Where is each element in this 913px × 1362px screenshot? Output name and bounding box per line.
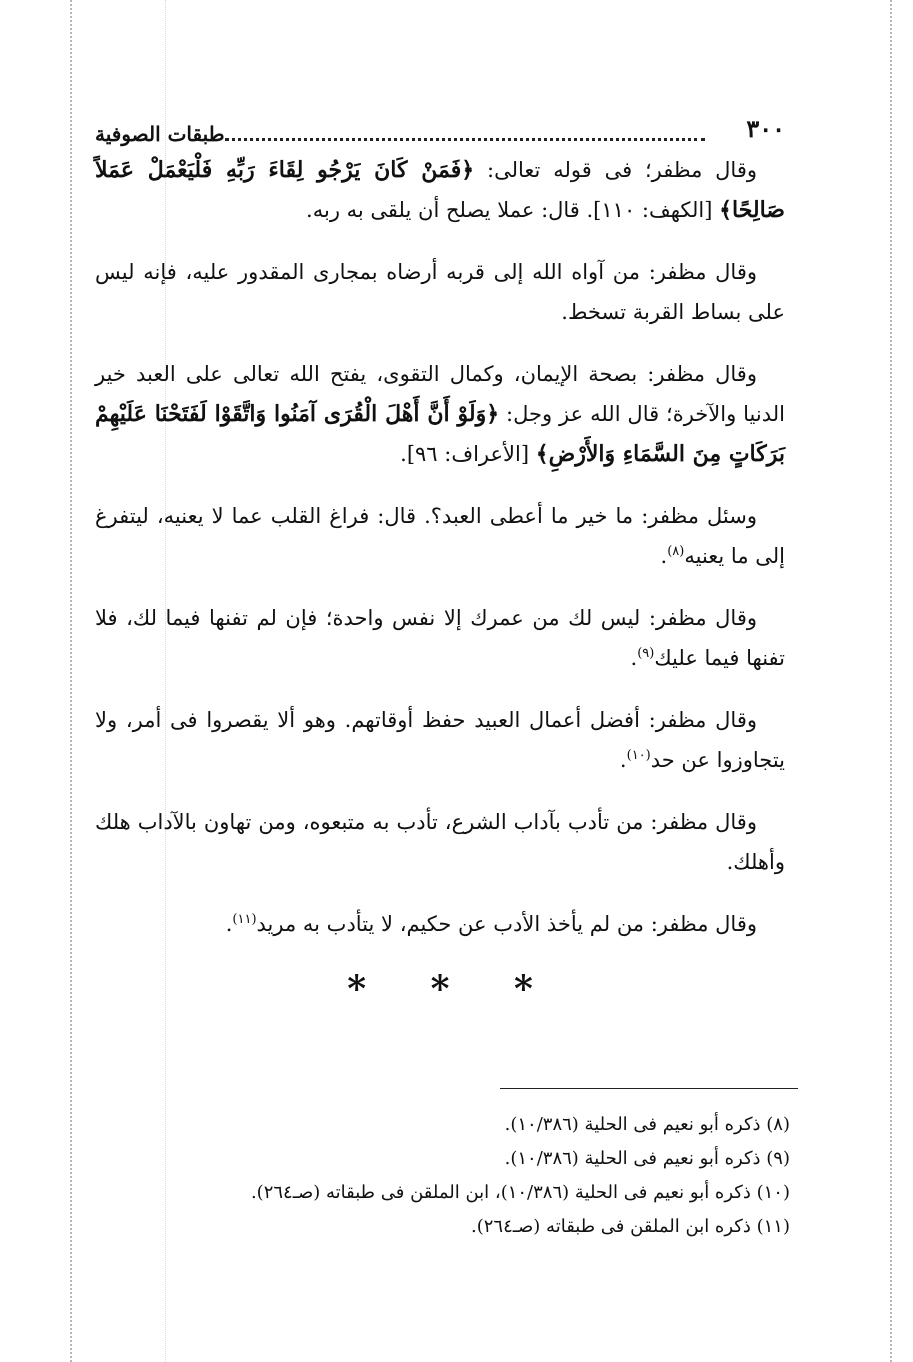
scan-edge-mark-right (890, 0, 892, 1362)
footnote-marker[interactable]: (١١) (232, 912, 257, 927)
footnote-item: (١١) ذكره ابن الملقن فى طبقاته (صـ٢٦٤). (470, 1216, 790, 1237)
paragraph (95, 700, 785, 780)
paragraph (95, 904, 785, 944)
footnote-item: (١٠) ذكره أبو نعيم فى الحلية (١٠/٣٨٦)، ابن الملقن فى طبقاته (صـ٢٦٤). (250, 1182, 790, 1203)
footnote-rule (500, 1088, 798, 1089)
paragraph (95, 150, 785, 230)
footnote-marker[interactable]: (٨) (667, 544, 685, 559)
footnote-item: (٨) ذكره أبو نعيم فى الحلية (١٠/٣٨٦). (504, 1114, 790, 1135)
text-run: . (225, 912, 233, 936)
text-run: [الأعراف: ٩٦]. (400, 442, 536, 466)
section-separator: * * * (347, 968, 559, 1010)
paragraph (95, 496, 785, 576)
text-run: . (660, 544, 668, 568)
page-number: ٣٠٠ (746, 114, 785, 143)
quran-verse: ﴿وَلَوْ أَنَّ أَهْلَ الْقُرَى آمَنُوا وَاتَّقَوْا لَفَتَحْنَا عَلَيْهِمْ بَرَكَاتٍ مِنَ السَّمَاءِ وَالأَرْضِ﴾ (95, 401, 785, 467)
footnote-item: (٩) ذكره أبو نعيم فى الحلية (١٠/٣٨٦). (504, 1148, 790, 1169)
running-header (95, 110, 785, 150)
text-run: [الكهف: ١١٠]. قال: عملا يصلح أن يلقى به ربه. (306, 198, 720, 222)
quran-verse: ﴿فَمَنْ كَانَ يَرْجُو لِقَاءَ رَبِّهِ فَلْيَعْمَلْ عَمَلاً صَالِحًا﴾ (95, 157, 785, 223)
footnotes (150, 1108, 790, 1244)
header-dotted-leader (225, 138, 705, 141)
text-run: وسئل مظفر: ما خير ما أعطى العبد؟. قال: فراغ القلب عما لا يعنيه، ليتفرغ إلى ما يعنيه (95, 504, 785, 568)
scan-edge-mark-left (70, 0, 72, 1362)
text-run: وقال مظفر: أفضل أعمال العبيد حفظ أوقاتهم. وهو ألا يقصروا فى أمر، ولا يتجاوزوا عن حد (95, 708, 785, 772)
page-body (95, 110, 785, 1010)
text-run: وقال مظفر: ليس لك من عمرك إلا نفس واحدة؛ فإن لم تفنها فيما لك، فلا تفنها فيما عليك (95, 606, 785, 670)
text-run: وقال مظفر: من لم يأخذ الأدب عن حكيم، لا يتأدب به مريد (256, 912, 757, 936)
paragraph (95, 598, 785, 678)
paragraph (95, 252, 785, 332)
main-text (95, 150, 785, 944)
text-run: وقال مظفر: من تأدب بآداب الشرع، تأدب به متبعوه، ومن تهاون بالآداب هلك وأهلك. (95, 810, 785, 874)
paragraph (95, 354, 785, 474)
paragraph (95, 802, 785, 882)
text-run: وقال مظفر؛ فى قوله تعالى: (474, 158, 758, 182)
text-run: . (630, 646, 638, 670)
book-title: طبقات الصوفية (95, 122, 225, 146)
text-run: وقال مظفر: بصحة الإيمان، وكمال التقوى، يفتح الله تعالى على العبد خير الدنيا والآخرة؛ قال الله عز وجل: (95, 362, 785, 426)
text-run: وقال مظفر: من آواه الله إلى قربه أرضاه بمجارى المقدور عليه، فإنه ليس على بساط القربة تسخط. (95, 260, 785, 324)
text-run: . (619, 748, 627, 772)
footnote-marker[interactable]: (١٠) (626, 748, 651, 763)
footnote-marker[interactable]: (٩) (637, 646, 655, 661)
